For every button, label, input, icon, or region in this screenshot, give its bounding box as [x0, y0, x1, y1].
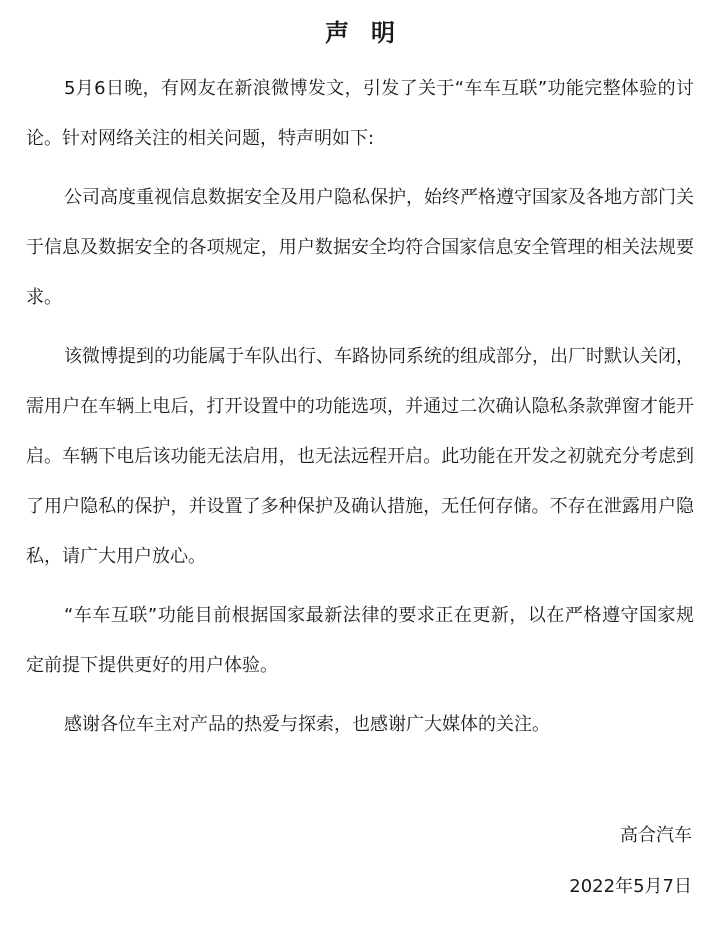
paragraph-1: 5月6日晚，有网友在新浪微博发文，引发了关于“车车互联”功能完整体验的讨论。针对网络关注的相关问题，特声明如下:: [26, 78, 694, 149]
signature-company: 高合汽车: [620, 825, 692, 846]
paragraph-4: “车车互联”功能目前根据国家最新法律的要求正在更新，以在严格遵守国家规定前提下提供更好的用户体验。: [26, 605, 694, 676]
paragraph-3: 该微博提到的功能属于车队出行、车路协同系统的组成部分，出厂时默认关闭，需用户在车辆上电后，打开设置中的功能选项，并通过二次确认隐私条款弹窗才能开启。车辆下电后该功能无法启用，也无法远程开启。此功能在开发之初就充分考虑到了用户隐私的保护，并设置了多种保护及确认措施，无任何存储。不存在泄露用户隐私，请广大用户放心。: [26, 346, 694, 567]
document-title: 声明: [325, 19, 417, 47]
signature-date: 2022年5月7日: [569, 876, 692, 897]
paragraph-2: 公司高度重视信息数据安全及用户隐私保护，始终严格遵守国家及各地方部门关于信息及数据安全的各项规定，用户数据安全均符合国家信息安全管理的相关法规要求。: [26, 187, 694, 308]
paragraph-5: 感谢各位车主对产品的热爱与探索，也感谢广大媒体的关注。: [64, 714, 550, 735]
document-body: [26, 64, 694, 759]
